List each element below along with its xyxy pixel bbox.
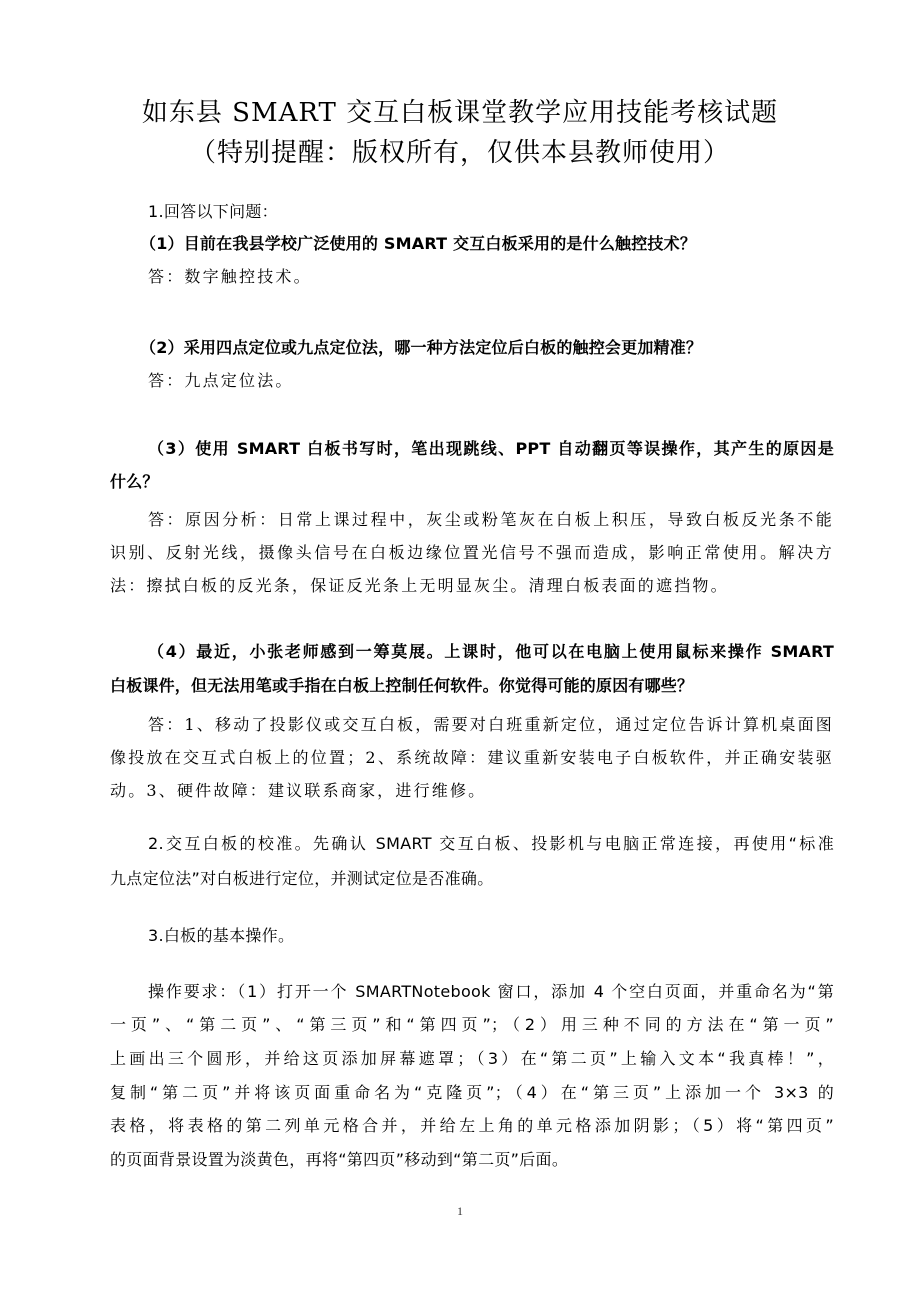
section3-req-line1: 操作要求：（1）打开一个 SMARTNotebook 窗口，添加 4 个空白页面，并重命名为“第	[148, 982, 834, 1001]
section3-req-line6: 的页面背景设置为淡黄色，再将“第四页”移动到“第二页”后面。	[110, 1150, 569, 1169]
section2-line2: 九点定位法”对白板进行定位，并测试定位是否准确。	[110, 869, 494, 888]
section2-line1: 2.交互白板的校准。先确认 SMART 交互白板、投影机与电脑正常连接，再使用“标准	[148, 834, 834, 853]
q2-question: （2）采用四点定位或九点定位法，哪一种方法定位后白板的触控会更加精准？	[140, 338, 703, 357]
q3-answer-line3: 法：擦拭白板的反光条，保证反光条上无明显灰尘。清理白板表面的遮挡物。	[110, 576, 729, 595]
q2-answer: 答：九点定位法。	[148, 371, 294, 390]
q4-answer-line2: 像投放在交互式白板上的位置；2、系统故障：建议重新安装电子白板软件，并正确安装驱	[110, 748, 834, 767]
q4-question-line2: 白板课件，但无法用笔或手指在白板上控制任何软件。你觉得可能的原因有哪些？	[110, 676, 694, 695]
section3-req-line2: 一页”、“第二页”、“第三页”和“第四页”；（2）用三种不同的方法在“第一页”	[110, 1015, 834, 1034]
q3-answer-line2: 识别、反射光线，摄像头信号在白板边缘位置光信号不强而造成，影响正常使用。解决方	[110, 543, 834, 562]
section3-heading: 3.白板的基本操作。	[148, 926, 295, 945]
q4-answer-line1: 答：1、移动了投影仪或交互白板，需要对白班重新定位，通过定位告诉计算机桌面图	[148, 715, 834, 734]
q3-question-line2: 什么？	[110, 472, 159, 491]
section1-heading: 1.回答以下问题：	[148, 202, 278, 221]
q4-answer-line3: 动。3、硬件故障：建议联系商家，进行维修。	[110, 781, 487, 800]
section3-req-line4: 复制“第二页”并将该页面重命名为“克隆页”；（4）在“第三页”上添加一个 3×3 的	[110, 1083, 834, 1102]
q3-question-line1: （3）使用 SMART 白板书写时，笔出现跳线、PPT 自动翻页等误操作，其产生的原因是	[148, 439, 834, 458]
q4-question-line1: （4）最近，小张老师感到一筹莫展。上课时，他可以在电脑上使用鼠标来操作 SMART	[148, 642, 834, 661]
document-title: 如东县 SMART 交互白板课堂教学应用技能考核试题	[141, 98, 779, 128]
section3-req-line3: 上画出三个圆形，并给这页添加屏幕遮罩；（3）在“第二页”上输入文本“我真棒！”，	[110, 1049, 834, 1068]
q3-answer-line1: 答：原因分析：日常上课过程中，灰尘或粉笔灰在白板上积压，导致白板反光条不能	[148, 510, 834, 529]
q1-question: （1）目前在我县学校广泛使用的 SMART 交互白板采用的是什么触控技术？	[140, 234, 697, 253]
document-subtitle: （特别提醒：版权所有，仅供本县教师使用）	[189, 138, 730, 168]
q1-answer: 答：数字触控技术。	[148, 267, 312, 286]
section3-req-line5: 表格，将表格的第二列单元格合并，并给左上角的单元格添加阴影；（5）将“第四页”	[110, 1116, 834, 1135]
page-number: 1	[457, 1204, 463, 1218]
